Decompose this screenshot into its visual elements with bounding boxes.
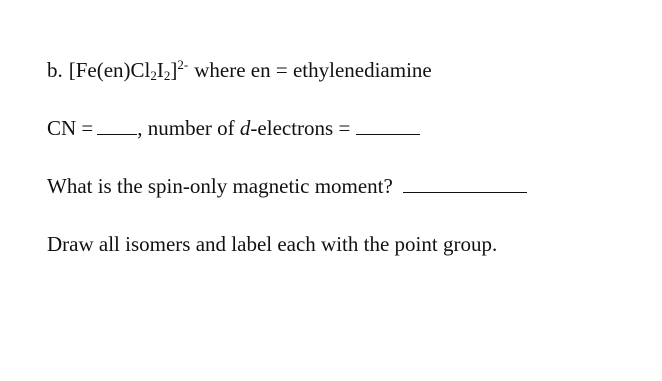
ligand-definition: where en = ethylenediamine [194, 58, 432, 82]
magnetic-moment-question: What is the spin-only magnetic moment? [47, 174, 393, 198]
part-b-label: b. [47, 58, 63, 82]
magnetic-moment-line [47, 174, 527, 198]
cn-delectrons-line [47, 116, 420, 140]
delectrons-label: number of d-electrons = [147, 116, 351, 140]
complex-charge: 2- [177, 57, 189, 72]
cn-label: CN = [47, 116, 94, 140]
isomers-instruction-line [47, 232, 497, 256]
comma: , [137, 116, 143, 140]
part-b-line [47, 58, 432, 82]
magnetic-moment-answer-blank[interactable] [403, 175, 527, 193]
isomers-instruction: Draw all isomers and label each with the point group. [47, 232, 498, 256]
cn-answer-blank[interactable] [97, 117, 137, 135]
delectrons-answer-blank[interactable] [356, 117, 420, 135]
complex-formula: $[Fe(en)Cl_2I_2]^{2-}$ [68, 57, 189, 83]
